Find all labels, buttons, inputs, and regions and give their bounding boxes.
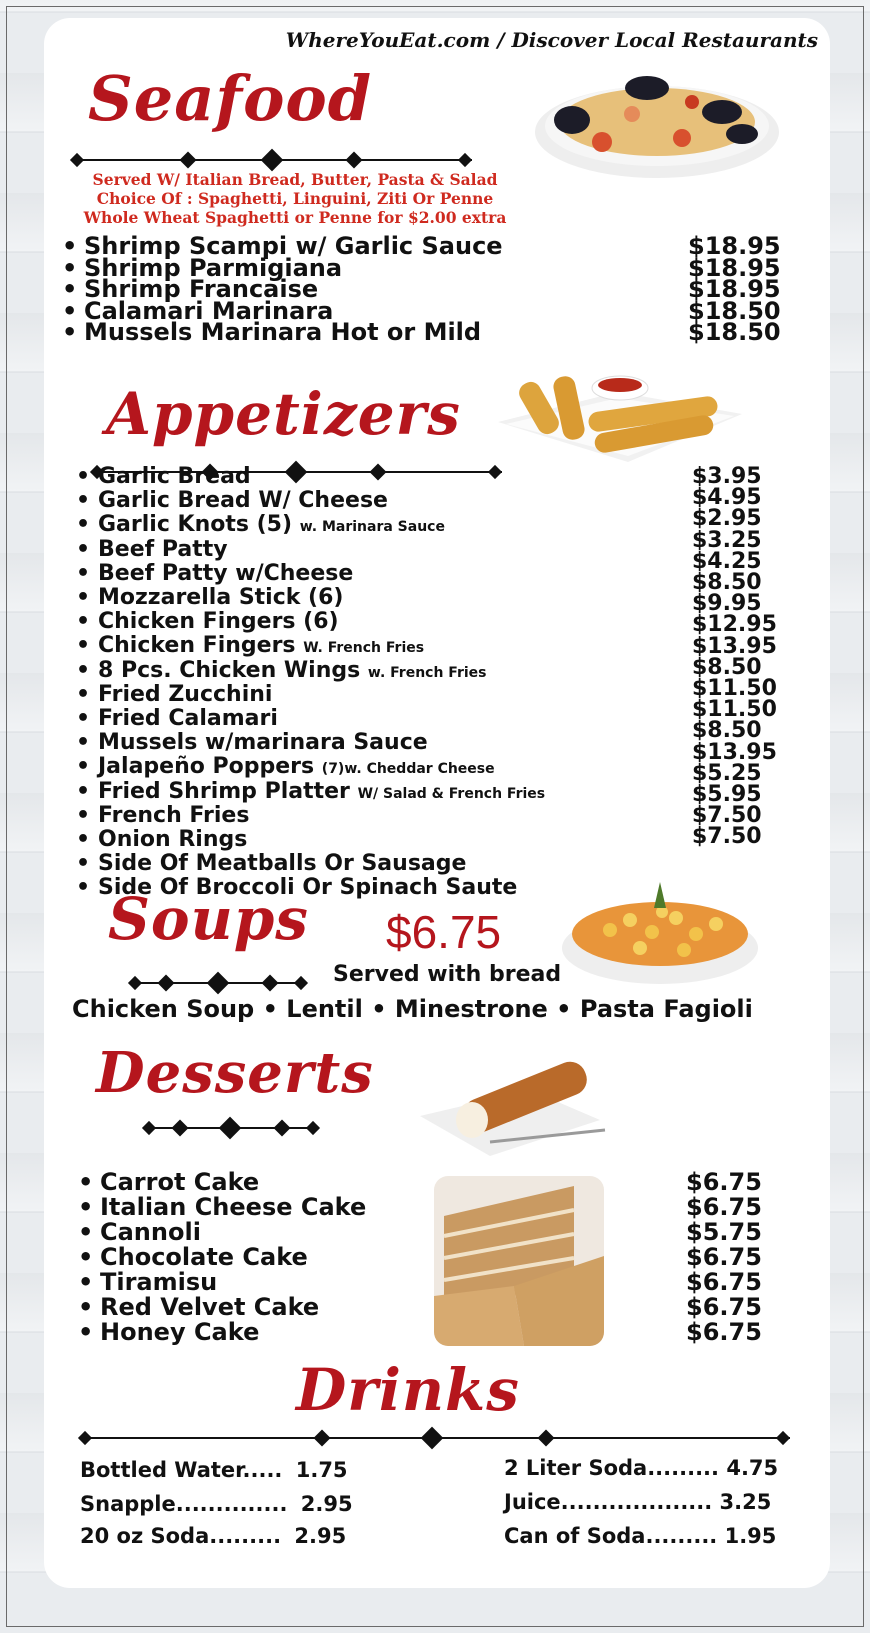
cake-photo [434, 1176, 604, 1346]
drink-item: Bottled Water..... 1.75 [80, 1458, 348, 1482]
seafood-notes: Served W/ Italian Bread, Butter, Pasta & Salad Choice Of : Spaghetti, Linguini, Ziti Or Penne Whole Wheat Spaghetti or Penne for $2.00 extra [83, 170, 507, 227]
list-item: • Chicken Fingers W. French Fries [76, 633, 425, 659]
list-item: • Mussels w/marinara Sauce [76, 730, 428, 756]
seafood-photo [532, 62, 782, 182]
seafood-divider [72, 152, 472, 168]
appetizers-list [76, 464, 546, 902]
soups-photo [560, 872, 760, 988]
list-item: • Side Of Broccoli Or Spinach Saute [76, 875, 518, 901]
list-item: • Italian Cheese Cake [78, 1193, 367, 1221]
drink-item: Juice................... 3.25 [504, 1490, 772, 1514]
list-item: • Shrimp Parmigiana [62, 253, 343, 282]
list-item: • French Fries [76, 802, 250, 828]
list-item: • Chicken Fingers (6) [76, 609, 339, 635]
cannoli-photo [420, 1050, 610, 1160]
desserts-heading: Desserts [96, 1040, 374, 1106]
list-item: • Calamari Marinara [62, 296, 334, 325]
list-item: • Garlic Bread [76, 464, 251, 489]
list-item: • Shrimp Francaise [62, 275, 319, 303]
list-item: • Carrot Cake [78, 1168, 260, 1196]
list-item: • Honey Cake [78, 1318, 260, 1346]
drinks-heading: Drinks [296, 1356, 520, 1424]
desserts-prices: $6.75 $6.75 $5.75 $6.75 $6.75 $6.75 $6.75 [686, 1168, 762, 1346]
list-item: • Garlic Bread W/ Cheese [76, 488, 388, 514]
drinks-divider [80, 1430, 790, 1446]
drink-item: 2 Liter Soda......... 4.75 [504, 1456, 779, 1480]
site-watermark: WhereYouEat.com / Discover Local Restaurants [285, 28, 818, 52]
drink-item: 20 oz Soda......... 2.95 [80, 1524, 347, 1548]
soups-heading: Soups [108, 885, 309, 953]
list-item: • Fried Shrimp Platter W/ Salad & French Fries [76, 778, 546, 804]
drink-item: Can of Soda......... 1.95 [504, 1524, 777, 1548]
soups-price: $6.75 [386, 906, 502, 958]
list-item: • Mussels Marinara Hot or Mild [62, 318, 482, 346]
list-item: • Side Of Meatballs Or Sausage [76, 851, 467, 877]
list-item: • Onion Rings [76, 827, 248, 853]
list-item: • Chocolate Cake [78, 1243, 308, 1271]
list-item: • Mozzarella Stick (6) [76, 585, 344, 611]
list-item: • Garlic Knots (5) w. Marinara Sauce [76, 512, 445, 538]
list-item: • Beef Patty [76, 536, 228, 562]
soups-types: Chicken Soup • Lentil • Minestrone • Pasta Fagioli [72, 995, 753, 1023]
list-item: • Fried Calamari [76, 706, 278, 732]
seafood-list [62, 232, 503, 346]
appetizers-photo [498, 370, 742, 470]
list-item: • Cannoli [78, 1218, 201, 1246]
seafood-prices: $18.95 $18.95 $18.95 $18.50 $18.50 [688, 232, 781, 346]
soups-note: Served with bread [333, 962, 562, 987]
list-item: • Beef Patty w/Cheese [76, 560, 354, 586]
drink-item: Snapple.............. 2.95 [80, 1492, 353, 1516]
list-item: • Tiramisu [78, 1268, 218, 1296]
desserts-list [78, 1168, 367, 1346]
list-item: • Red Velvet Cake [78, 1293, 320, 1321]
list-item: • Shrimp Scampi w/ Garlic Sauce [62, 232, 503, 260]
desserts-divider [144, 1120, 318, 1136]
list-item: • Jalapeño Poppers (7)w. Cheddar Cheese [76, 754, 495, 780]
list-item: • 8 Pcs. Chicken Wings w. French Fries [76, 657, 487, 683]
seafood-heading: Seafood [88, 62, 373, 135]
list-item: • Fried Zucchini [76, 681, 273, 707]
soups-divider [130, 975, 306, 991]
appetizers-heading: Appetizers [106, 380, 461, 448]
appetizers-prices: $3.95 $4.95 $2.95 $3.25 $4.25 $8.50 $9.95 $12.95 $13.95 $8.50 $11.50 $11.50 $8.50 $13.95 $5.25 $5.95 $7.50 $7.50 [692, 464, 777, 850]
